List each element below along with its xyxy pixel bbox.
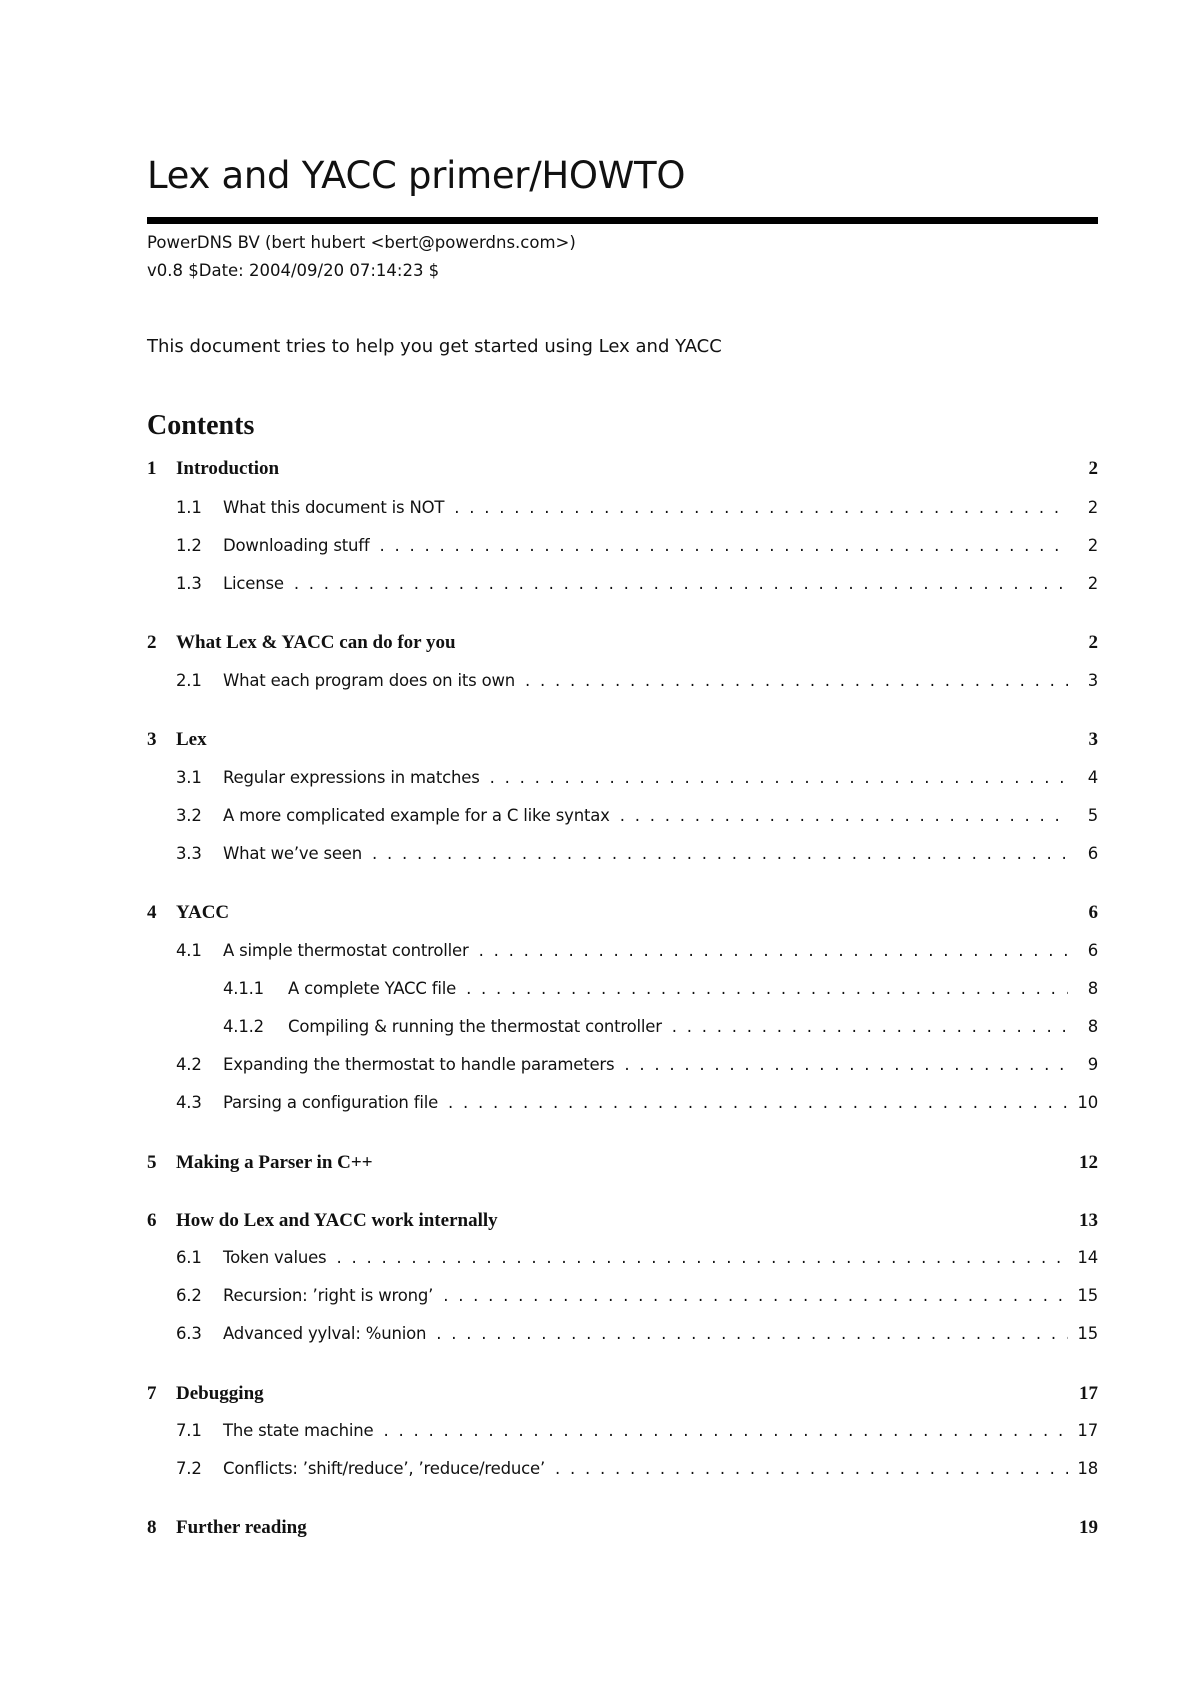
toc-subsection-entry[interactable]	[147, 844, 1098, 868]
toc-section-entry[interactable]	[147, 902, 1098, 926]
toc-entry-title[interactable]: What this document is NOT	[223, 498, 445, 517]
toc-section-entry[interactable]	[147, 1517, 1098, 1541]
toc-entry-page-number: 8	[1087, 1017, 1098, 1036]
toc-entry-title[interactable]: The state machine	[223, 1421, 374, 1440]
toc-entry-number: 7.1	[176, 1421, 202, 1440]
toc-entry-page-number: 9	[1087, 1055, 1098, 1074]
toc-entry-page-number: 6	[1087, 941, 1098, 960]
toc-entry-page-number: 2	[1087, 574, 1098, 593]
toc-entry-title[interactable]: Recursion: ’right is wrong’	[223, 1286, 434, 1305]
toc-dot-leader	[620, 806, 1068, 825]
toc-entry-page-number: 3	[1088, 729, 1098, 750]
toc-dot-leader	[454, 498, 1068, 517]
toc-entry-page-number: 17	[1077, 1421, 1098, 1440]
toc-dot-leader	[294, 574, 1068, 593]
toc-entry-title[interactable]: A more complicated example for a C like syntax	[223, 806, 610, 825]
toc-entry-number: 1.3	[176, 574, 202, 593]
toc-dot-leader	[672, 1017, 1068, 1036]
toc-entry-title[interactable]: Lex	[176, 729, 207, 750]
contents-heading: Contents	[147, 410, 255, 441]
toc-entry-title[interactable]: Further reading	[176, 1517, 307, 1538]
toc-entry-title[interactable]: A complete YACC file	[288, 979, 457, 998]
toc-entry-page-number: 3	[1087, 671, 1098, 690]
toc-entry-number: 1.1	[176, 498, 202, 517]
toc-subsection-entry[interactable]	[147, 1286, 1098, 1310]
toc-entry-page-number: 19	[1079, 1517, 1098, 1538]
author-line: PowerDNS BV (bert hubert <bert@powerdns.com>)	[147, 233, 576, 252]
document-page	[147, 0, 1098, 1698]
toc-subsection-entry[interactable]	[147, 1421, 1098, 1445]
toc-entry-page-number: 2	[1087, 536, 1098, 555]
toc-entry-number: 1.2	[176, 536, 202, 555]
toc-dot-leader	[443, 1286, 1068, 1305]
toc-entry-number: 6.1	[176, 1248, 202, 1267]
toc-section-entry[interactable]	[147, 458, 1098, 482]
toc-subsection-entry[interactable]	[147, 671, 1098, 695]
toc-section-entry[interactable]	[147, 729, 1098, 753]
toc-entry-title[interactable]: Conflicts: ’shift/reduce’, ’reduce/reduce’	[223, 1459, 545, 1478]
toc-entry-number: 4.2	[176, 1055, 202, 1074]
title-rule	[147, 217, 1098, 224]
toc-dot-leader	[372, 844, 1068, 863]
toc-entry-page-number: 10	[1077, 1093, 1098, 1112]
toc-entry-number: 3	[147, 729, 157, 750]
toc-entry-title[interactable]: What we’ve seen	[223, 844, 363, 863]
toc-entry-number: 3.2	[176, 806, 202, 825]
toc-entry-number: 1	[147, 458, 157, 479]
toc-subsection-entry[interactable]	[147, 1324, 1098, 1348]
toc-entry-page-number: 15	[1077, 1286, 1098, 1305]
toc-subsection-entry[interactable]	[147, 1017, 1098, 1041]
toc-dot-leader	[624, 1055, 1068, 1074]
toc-entry-title[interactable]: Making a Parser in C++	[176, 1152, 373, 1173]
toc-dot-leader	[448, 1093, 1068, 1112]
toc-subsection-entry[interactable]	[147, 806, 1098, 830]
toc-entry-page-number: 5	[1087, 806, 1098, 825]
toc-dot-leader	[490, 768, 1068, 787]
toc-entry-title[interactable]: Compiling & running the thermostat controller	[288, 1017, 662, 1036]
toc-entry-title[interactable]: What each program does on its own	[223, 671, 516, 690]
toc-subsection-entry[interactable]	[147, 941, 1098, 965]
toc-entry-title[interactable]: Debugging	[176, 1383, 264, 1404]
toc-entry-title[interactable]: License	[223, 574, 284, 593]
toc-dot-leader	[479, 941, 1068, 960]
toc-subsection-entry[interactable]	[147, 768, 1098, 792]
toc-entry-title[interactable]: Parsing a configuration file	[223, 1093, 439, 1112]
toc-dot-leader	[380, 536, 1068, 555]
toc-entry-number: 8	[147, 1517, 157, 1538]
toc-entry-title[interactable]: Downloading stuff	[223, 536, 370, 555]
toc-section-entry[interactable]	[147, 632, 1098, 656]
toc-entry-page-number: 14	[1077, 1248, 1098, 1267]
toc-entry-title[interactable]: Introduction	[176, 458, 280, 479]
toc-entry-number: 3.1	[176, 768, 202, 787]
toc-entry-title[interactable]: Expanding the thermostat to handle parameters	[223, 1055, 615, 1074]
toc-entry-number: 7	[147, 1383, 157, 1404]
toc-dot-leader	[466, 979, 1068, 998]
toc-dot-leader	[436, 1324, 1068, 1343]
toc-entry-title[interactable]: A simple thermostat controller	[223, 941, 469, 960]
toc-section-entry[interactable]	[147, 1210, 1098, 1234]
toc-dot-leader	[525, 671, 1068, 690]
toc-subsection-entry[interactable]	[147, 1459, 1098, 1483]
toc-entry-number: 2	[147, 632, 157, 653]
toc-entry-page-number: 12	[1079, 1152, 1098, 1173]
toc-entry-page-number: 13	[1079, 1210, 1098, 1231]
toc-entry-number: 6.2	[176, 1286, 202, 1305]
abstract: This document tries to help you get started using Lex and YACC	[147, 336, 722, 357]
toc-entry-page-number: 17	[1079, 1383, 1098, 1404]
toc-entry-page-number: 6	[1088, 902, 1098, 923]
toc-entry-page-number: 4	[1087, 768, 1098, 787]
toc-entry-number: 2.1	[176, 671, 202, 690]
toc-entry-title[interactable]: Advanced yylval: %union	[223, 1324, 427, 1343]
toc-entry-page-number: 2	[1088, 632, 1098, 653]
toc-entry-page-number: 8	[1087, 979, 1098, 998]
toc-entry-number: 4.1.1	[223, 979, 264, 998]
toc-section-entry[interactable]	[147, 1383, 1098, 1407]
toc-entry-title[interactable]: How do Lex and YACC work internally	[176, 1210, 498, 1231]
toc-entry-title[interactable]: Regular expressions in matches	[223, 768, 480, 787]
toc-subsection-entry[interactable]	[147, 574, 1098, 598]
toc-dot-leader	[336, 1248, 1068, 1267]
toc-dot-leader	[383, 1421, 1068, 1440]
toc-entry-page-number: 15	[1077, 1324, 1098, 1343]
toc-dot-leader	[555, 1459, 1068, 1478]
toc-entry-number: 3.3	[176, 844, 202, 863]
toc-entry-page-number: 2	[1088, 458, 1098, 479]
toc-subsection-entry[interactable]	[147, 498, 1098, 522]
toc-entry-title[interactable]: What Lex & YACC can do for you	[176, 632, 456, 653]
toc-entry-number: 6	[147, 1210, 157, 1231]
toc-subsection-entry[interactable]	[147, 979, 1098, 1003]
toc-entry-number: 5	[147, 1152, 157, 1173]
toc-entry-number: 6.3	[176, 1324, 202, 1343]
toc-entry-number: 7.2	[176, 1459, 202, 1478]
toc-entry-page-number: 6	[1087, 844, 1098, 863]
toc-subsection-entry[interactable]	[147, 1055, 1098, 1079]
toc-subsection-entry[interactable]	[147, 536, 1098, 560]
document-title: Lex and YACC primer/HOWTO	[147, 154, 686, 197]
toc-entry-title[interactable]: YACC	[176, 902, 230, 923]
toc-entry-number: 4	[147, 902, 157, 923]
version-line: v0.8 $Date: 2004/09/20 07:14:23 $	[147, 261, 440, 280]
toc-entry-number: 4.1	[176, 941, 202, 960]
toc-entry-title[interactable]: Token values	[223, 1248, 327, 1267]
toc-entry-number: 4.1.2	[223, 1017, 264, 1036]
toc-entry-number: 4.3	[176, 1093, 202, 1112]
toc-section-entry[interactable]	[147, 1152, 1098, 1176]
toc-entry-page-number: 18	[1077, 1459, 1098, 1478]
toc-entry-page-number: 2	[1087, 498, 1098, 517]
toc-subsection-entry[interactable]	[147, 1093, 1098, 1117]
toc-subsection-entry[interactable]	[147, 1248, 1098, 1272]
